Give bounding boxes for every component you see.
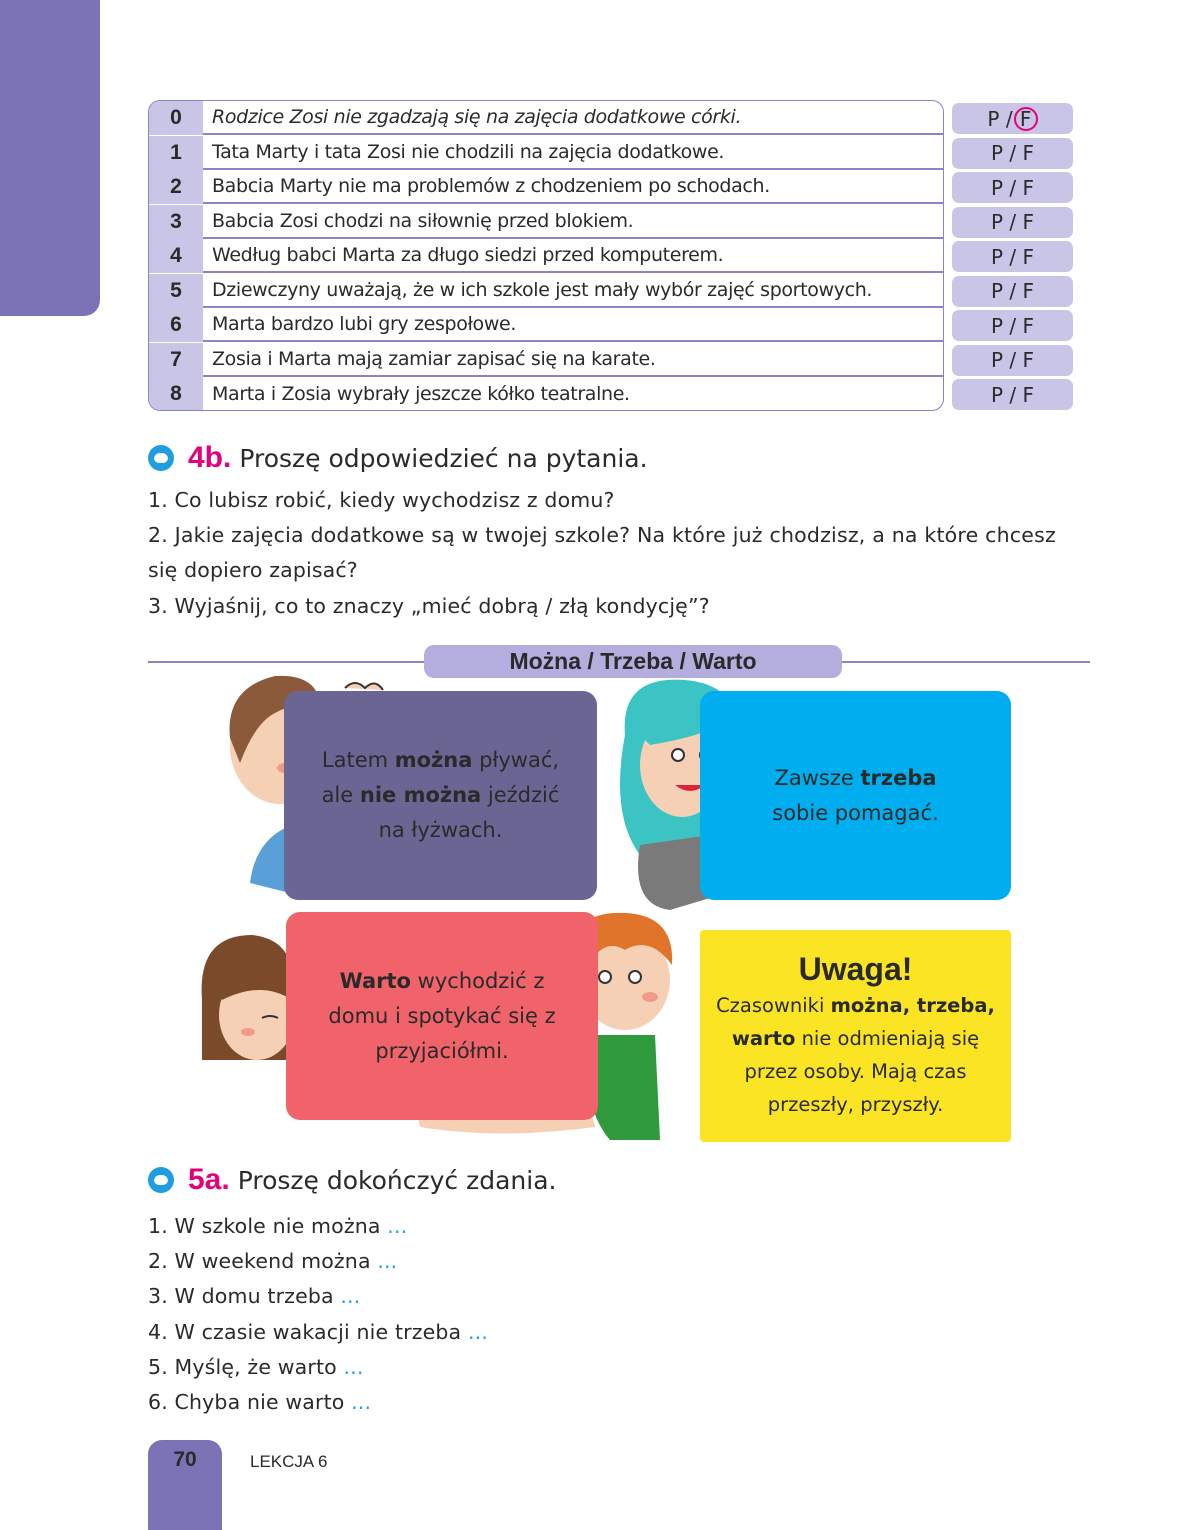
ellipsis: ... [387, 1214, 408, 1238]
note-keyword: warto [731, 1027, 796, 1050]
table-row [149, 170, 943, 204]
statement-text: Marta bardzo lubi gry zespołowe. [203, 308, 943, 342]
statement-text: Babcia Marty nie ma problemów z chodzeniem po schodach. [203, 170, 943, 204]
sentence-text: 3. W domu trzeba [148, 1284, 341, 1308]
statement-text: Według babci Marta za długo siedzi przed komputerem. [203, 239, 943, 273]
grammar-card-warto [286, 912, 598, 1120]
grammar-card-trzeba [700, 691, 1011, 900]
ellipsis: ... [467, 1320, 488, 1344]
lesson-label: LEKCJA 6 [250, 1452, 328, 1471]
table-row [149, 274, 943, 308]
sentence-text: 1. W szkole nie można [148, 1214, 388, 1238]
true-false-table [148, 100, 944, 411]
card-text-part: pływać, [472, 748, 560, 772]
answer-choice[interactable]: P / F [952, 379, 1073, 410]
answer-choice[interactable]: P / F [952, 138, 1073, 169]
page-number: 70 [173, 1448, 197, 1471]
card-text-part: przyjaciółmi. [375, 1038, 509, 1063]
card-keyword: trzeba [860, 765, 937, 790]
table-row [149, 101, 943, 135]
statement-text: Dziewczyny uważają, że w ich szkole jest mały wybór zajęć sportowych. [203, 274, 943, 308]
table-row [149, 377, 943, 411]
section-number: 4b. [188, 441, 232, 474]
row-number: 0 [149, 101, 203, 135]
answer-p-label: P / [987, 106, 1013, 131]
ellipsis: ... [377, 1249, 398, 1273]
section-number: 5a. [188, 1163, 230, 1196]
sentence-1 [148, 1214, 407, 1238]
sentence-6 [148, 1390, 371, 1414]
sentence-text: 5. Myślę, że warto [148, 1355, 344, 1379]
question-2-continued: się dopiero zapisać? [148, 558, 358, 582]
speaking-icon [148, 445, 174, 471]
table-row [149, 136, 943, 170]
section-4b-header [148, 441, 648, 475]
row-number: 3 [149, 205, 203, 239]
answer-choice[interactable]: P / F [952, 310, 1073, 341]
section-title: Proszę dokończyć zdania. [237, 1165, 557, 1195]
sentence-text: 4. W czasie wakacji nie trzeba [148, 1320, 468, 1344]
card-text [322, 743, 560, 848]
row-number: 1 [149, 136, 203, 170]
table-row [149, 239, 943, 273]
question-1: 1. Co lubisz robić, kiedy wychodzisz z domu? [148, 488, 615, 512]
card-keyword: można [394, 748, 473, 772]
answer-choice[interactable]: P / F [952, 241, 1073, 272]
sentence-text: 2. W weekend można [148, 1249, 378, 1273]
row-number: 7 [149, 343, 203, 377]
card-text-part: wychodzić z [411, 968, 545, 993]
table-row [149, 308, 943, 342]
sentence-text: 6. Chyba nie warto [148, 1390, 352, 1414]
question-2: 2. Jakie zajęcia dodatkowe są w twojej szkole? Na które już chodzisz, a na które chcesz [148, 523, 1056, 547]
row-number: 8 [149, 377, 203, 411]
note-text-part: przez osoby. Mają czas [744, 1060, 967, 1083]
card-text [328, 964, 555, 1069]
grammar-note-uwaga [700, 930, 1011, 1142]
row-number: 5 [149, 274, 203, 308]
page-number-tab [148, 1440, 222, 1530]
sentence-2 [148, 1249, 397, 1273]
answer-example [952, 103, 1073, 134]
grammar-banner: Można / Trzeba / Warto [424, 645, 842, 678]
card-text-part: ale [321, 783, 360, 807]
table-row [149, 205, 943, 239]
sentence-4 [148, 1320, 488, 1344]
card-text [772, 761, 938, 831]
note-keyword: można, trzeba, [830, 994, 995, 1017]
ellipsis: ... [343, 1355, 364, 1379]
answer-choice[interactable]: P / F [952, 345, 1073, 376]
card-text-part: na łyżwach. [378, 818, 503, 842]
card-text-part: Zawsze [774, 765, 861, 790]
table-row [149, 343, 943, 377]
row-number: 2 [149, 170, 203, 204]
section-5a-header [148, 1163, 556, 1197]
question-3: 3. Wyjaśnij, co to znaczy „mieć dobrą / złą kondycję”? [148, 594, 710, 618]
speaking-icon [148, 1167, 174, 1193]
circled-answer-f: F [1014, 107, 1038, 131]
card-text-part: jeździć [481, 783, 560, 807]
note-title: Uwaga! [798, 951, 913, 987]
statement-text: Tata Marty i tata Zosi nie chodzili na zajęcia dodatkowe. [203, 136, 943, 170]
card-keyword: nie można [359, 783, 482, 807]
row-number: 6 [149, 308, 203, 342]
note-text [716, 989, 995, 1121]
answer-choice[interactable]: P / F [952, 276, 1073, 307]
answer-choice[interactable]: P / F [952, 172, 1073, 203]
section-title: Proszę odpowiedzieć na pytania. [239, 443, 648, 473]
ellipsis: ... [351, 1390, 372, 1414]
note-text-part: Czasowniki [716, 994, 831, 1017]
statement-text: Babcia Zosi chodzi na siłownię przed blokiem. [203, 205, 943, 239]
sentence-3 [148, 1284, 360, 1308]
answer-choice[interactable]: P / F [952, 207, 1073, 238]
card-text-part: Latem [321, 748, 395, 772]
card-text-part: sobie pomagać. [772, 800, 939, 825]
card-keyword: Warto [339, 968, 411, 993]
sentence-5 [148, 1355, 364, 1379]
statement-text: Marta i Zosia wybrały jeszcze kółko teatralne. [212, 383, 630, 405]
statement-text: Zosia i Marta mają zamiar zapisać się na karate. [203, 343, 943, 377]
grammar-card-mozna [284, 691, 597, 900]
card-text-part: domu i spotykać się z [328, 1003, 556, 1028]
note-text-part: przeszły, przyszły. [767, 1093, 944, 1116]
chapter-side-tab [0, 0, 100, 316]
note-text-part: nie odmieniają się [795, 1027, 980, 1050]
statement-text: Rodzice Zosi nie zgadzają się na zajęcia dodatkowe córki. [203, 101, 943, 135]
ellipsis: ... [340, 1284, 361, 1308]
row-number: 4 [149, 239, 203, 273]
